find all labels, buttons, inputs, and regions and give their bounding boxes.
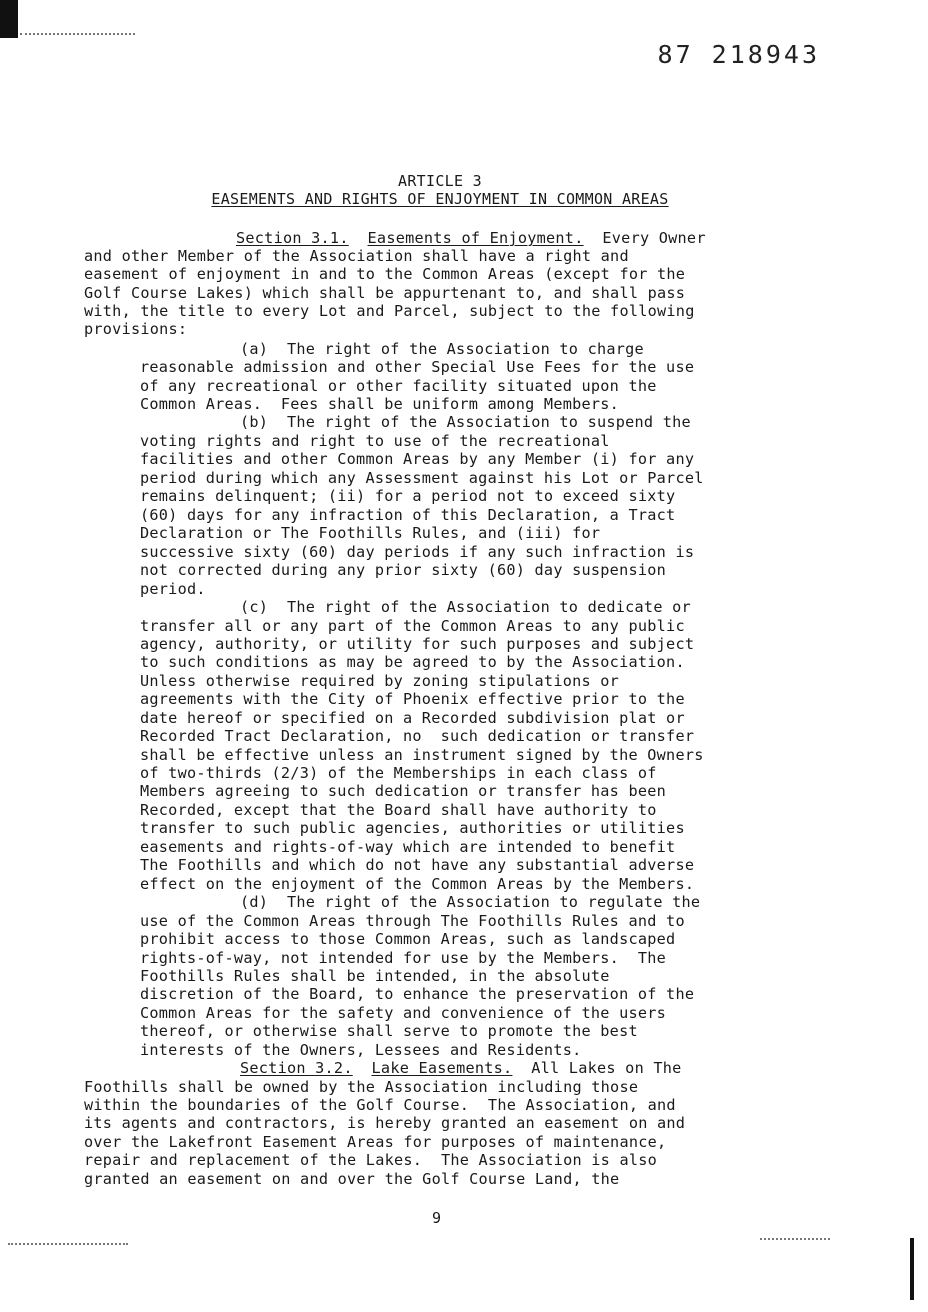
section-3-2-line: its agents and contractors, is hereby granted an easement on and xyxy=(84,1114,686,1132)
section-3-2-heading: Lake Easements. xyxy=(371,1059,513,1077)
provision-a-line: of any recreational or other facility situated upon the xyxy=(140,377,657,395)
section-3-2-first-line xyxy=(240,1059,682,1077)
provision-c-line: of two-thirds (2/3) of the Memberships in each class of xyxy=(140,764,657,782)
section-3-1-label: Section 3.1. xyxy=(236,229,349,247)
scan-speck-bottom-left xyxy=(8,1243,128,1247)
section-3-2-line: repair and replacement of the Lakes. The Association is also xyxy=(84,1151,658,1169)
provision-d-line: thereof, or otherwise shall serve to promote the best xyxy=(140,1022,638,1040)
provision-a-line: Common Areas. Fees shall be uniform among Members. xyxy=(140,395,620,413)
scan-speck-top xyxy=(20,33,135,37)
provision-c-line: Recorded Tract Declaration, no such dedication or transfer xyxy=(140,727,695,745)
provision-d-line: Common Areas for the safety and convenience of the users xyxy=(140,1004,667,1022)
section-3-1-first-line-rest: Every Owner xyxy=(602,229,706,247)
provision-c-line: agency, authority, or utility for such purposes and subject xyxy=(140,635,695,653)
provision-b-line: facilities and other Common Areas by any Member (i) for any xyxy=(140,450,695,468)
provision-a-line: (a) The right of the Association to charge xyxy=(240,340,644,358)
provision-d-line: rights-of-way, not intended for use by the Members. The xyxy=(140,949,667,967)
provision-c-line: to such conditions as may be agreed to by the Association. xyxy=(140,653,685,671)
section-3-2-line: Foothills shall be owned by the Association including those xyxy=(84,1078,639,1096)
provision-c-line: (c) The right of the Association to dedicate or xyxy=(240,598,691,616)
document-number: 87 218943 xyxy=(657,40,820,69)
section-3-1-first-line xyxy=(236,229,706,247)
provision-a-line: reasonable admission and other Special Use Fees for the use xyxy=(140,358,695,376)
scan-edge-bar xyxy=(910,1238,914,1300)
provision-b-line: (b) The right of the Association to suspend the xyxy=(240,413,691,431)
section-3-2-label: Section 3.2. xyxy=(240,1059,353,1077)
section-3-1-line: with, the title to every Lot and Parcel, subject to the following xyxy=(84,302,695,320)
section-3-1-line: easement of enjoyment in and to the Common Areas (except for the xyxy=(84,265,686,283)
provision-d-line: discretion of the Board, to enhance the preservation of the xyxy=(140,985,695,1003)
provision-c-line: The Foothills and which do not have any substantial adverse xyxy=(140,856,695,874)
section-3-2-first-line-rest: All Lakes on The xyxy=(531,1059,682,1077)
provision-c-line: Members agreeing to such dedication or transfer has been xyxy=(140,782,667,800)
provision-c-line: Recorded, except that the Board shall have authority to xyxy=(140,801,657,819)
section-3-2-line: within the boundaries of the Golf Course. The Association, and xyxy=(84,1096,676,1114)
provision-c-line: shall be effective unless an instrument signed by the Owners xyxy=(140,746,704,764)
provision-c-line: date hereof or specified on a Recorded subdivision plat or xyxy=(140,709,685,727)
section-3-1-line: and other Member of the Association shall have a right and xyxy=(84,247,629,265)
provision-d-line: Foothills Rules shall be intended, in the absolute xyxy=(140,967,610,985)
provision-d-line: interests of the Owners, Lessees and Residents. xyxy=(140,1041,582,1059)
scan-speck-bottom-right xyxy=(760,1238,830,1242)
provision-c-line: transfer all or any part of the Common Areas to any public xyxy=(140,617,685,635)
section-3-1-line: provisions: xyxy=(84,320,188,338)
article-subtitle: EASEMENTS AND RIGHTS OF ENJOYMENT IN COMMON AREAS xyxy=(211,190,669,208)
section-3-2-line: over the Lakefront Easement Areas for purposes of maintenance, xyxy=(84,1133,667,1151)
section-3-1-heading: Easements of Enjoyment. xyxy=(367,229,584,247)
provision-c-line: easements and rights-of-way which are intended to benefit xyxy=(140,838,676,856)
section-3-1-line: Golf Course Lakes) which shall be appurtenant to, and shall pass xyxy=(84,284,686,302)
provision-b-line: (60) days for any infraction of this Declaration, a Tract xyxy=(140,506,676,524)
provision-c-line: agreements with the City of Phoenix effective prior to the xyxy=(140,690,685,708)
article-title: ARTICLE 3 xyxy=(398,172,482,190)
provision-b-line: period. xyxy=(140,580,206,598)
page-number: 9 xyxy=(432,1209,442,1227)
provision-c-line: effect on the enjoyment of the Common Areas by the Members. xyxy=(140,875,695,893)
provision-d-line: prohibit access to those Common Areas, such as landscaped xyxy=(140,930,676,948)
provision-b-line: voting rights and right to use of the recreational xyxy=(140,432,610,450)
provision-b-line: not corrected during any prior sixty (60) day suspension xyxy=(140,561,667,579)
scan-corner-mark xyxy=(0,0,18,38)
provision-c-line: Unless otherwise required by zoning stipulations or xyxy=(140,672,620,690)
provision-d-line: use of the Common Areas through The Foothills Rules and to xyxy=(140,912,685,930)
section-3-2-line: granted an easement on and over the Golf Course Land, the xyxy=(84,1170,620,1188)
provision-d-line: (d) The right of the Association to regulate the xyxy=(240,893,701,911)
provision-c-line: transfer to such public agencies, authorities or utilities xyxy=(140,819,685,837)
provision-b-line: successive sixty (60) day periods if any such infraction is xyxy=(140,543,695,561)
provision-b-line: period during which any Assessment against his Lot or Parcel xyxy=(140,469,704,487)
provision-b-line: remains delinquent; (ii) for a period not to exceed sixty xyxy=(140,487,676,505)
provision-b-line: Declaration or The Foothills Rules, and (iii) for xyxy=(140,524,601,542)
